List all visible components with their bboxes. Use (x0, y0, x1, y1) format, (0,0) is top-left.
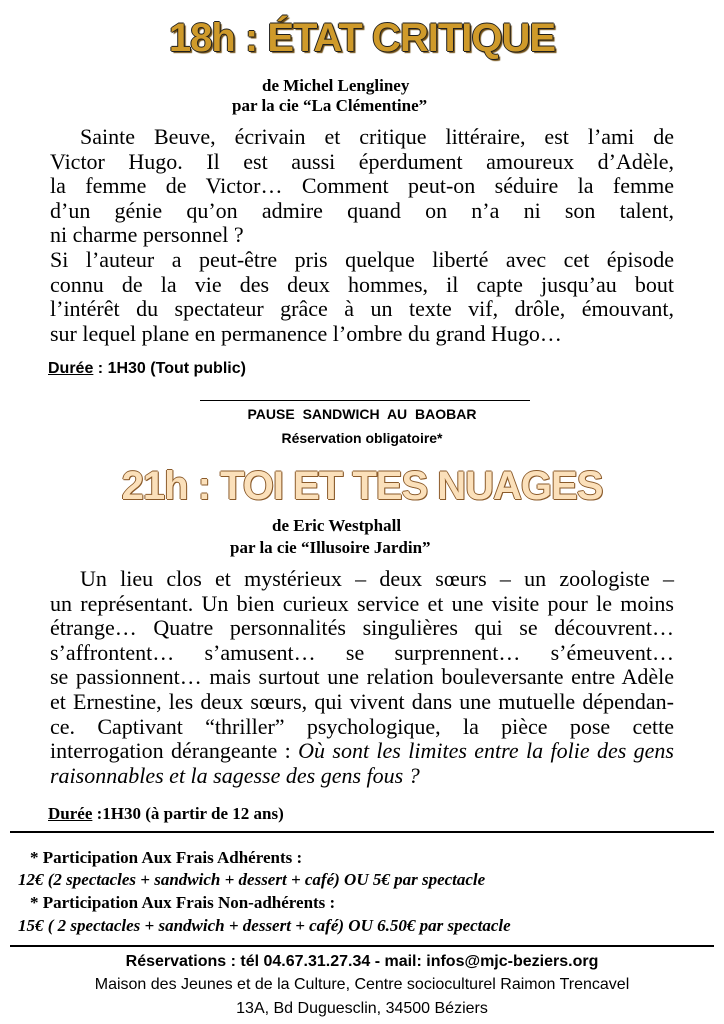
duration-value: :1H30 (à partir de 12 ans) (92, 804, 284, 823)
show1-title: 18h : ÉTAT CRITIQUE (168, 16, 556, 60)
synopsis-line: ni charme personnel ? (50, 222, 244, 248)
synopsis-line: l’intérêt du spectateur grâce à un texte vif, drôle, émouvant, (50, 296, 674, 322)
show2-title: 21h : TOI ET TES NUAGES (121, 464, 603, 508)
synopsis-line: Si l’auteur a peut-être pris quelque liberté avec cet épisode (50, 246, 674, 272)
synopsis-line: Victor Hugo. Il est aussi éperdument amoureux d’Adèle, (50, 148, 674, 174)
duration-value: : 1H30 (Tout public) (93, 360, 246, 377)
synopsis-line-mixed (50, 739, 674, 764)
show2-duration (48, 804, 284, 824)
show1-synopsis (50, 125, 674, 346)
synopsis-line: et Ernestine, les deux sœurs, qui vivent dans une mutuelle dépendan- (50, 688, 674, 714)
synopsis-line: Un lieu clos et mystérieux – deux sœurs – un zoologiste – (80, 566, 674, 591)
synopsis-text: interrogation dérangeante : (50, 738, 299, 764)
duration-label: Durée (48, 804, 93, 823)
organization-line: Maison des Jeunes et de la Culture, Centre socioculturel Raimon Trencavel (94, 976, 630, 993)
synopsis-line: se passionnent… mais surtout une relation bouleversante entre Adèle (50, 664, 674, 690)
show1-company: par la cie “La Clémentine” (232, 96, 428, 115)
pause-divider (200, 400, 530, 401)
members-price: 12€ (2 spectacles + sandwich + dessert + café) OU 5€ par spectacle (18, 870, 486, 889)
synopsis-line: sur lequel plane en permanence l’ombre du grand Hugo… (50, 320, 562, 346)
nonmembers-price: 15€ ( 2 spectacles + sandwich + dessert + café) OU 6.50€ par spectacle (18, 916, 511, 935)
synopsis-line: étrange… Quatre personnalités singulières qui se découvrent… (50, 615, 674, 641)
synopsis-line: d’un génie qu’on admire quand on n’a ni son talent, (50, 197, 674, 223)
synopsis-line: s’affrontent… s’amusent… se surprennent… s’émeuvent… (50, 639, 674, 665)
show2-author: de Eric Westphall (272, 516, 402, 535)
pause-subtitle: Réservation obligatoire* (281, 430, 443, 446)
synopsis-line: un représentant. Un bien curieux service et une visite pour le moins (50, 590, 674, 616)
synopsis-line: ce. Captivant “thriller” psychologique, la pièce pose cette (50, 713, 674, 739)
show1-duration (48, 360, 246, 378)
synopsis-line: la femme de Victor… Comment peut-on séduire la femme (50, 173, 674, 199)
members-label: * Participation Aux Frais Adhérents : (30, 848, 303, 867)
nonmembers-label: * Participation Aux Frais Non-adhérents : (30, 893, 336, 912)
show2-synopsis (50, 567, 674, 788)
pause-title: PAUSE SANDWICH AU BAOBAR (247, 406, 477, 422)
reservations-line: Réservations : tél 04.67.31.27.34 - mail: infos@mjc-beziers.org (125, 953, 599, 970)
synopsis-line: connu de la vie des deux hommes, il capte jusqu’au bout (50, 271, 674, 297)
synopsis-line: Sainte Beuve, écrivain et critique littéraire, est l’ami de (80, 124, 674, 149)
show2-company: par la cie “Illusoire Jardin” (230, 538, 431, 557)
synopsis-question: Où sont les limites entre la folie des gens (298, 738, 674, 764)
show1-author: de Michel Lengliney (262, 76, 410, 95)
synopsis-line: raisonnables et la sagesse des gens fous ? (50, 762, 420, 788)
duration-label: Durée (48, 360, 94, 377)
address-line: 13A, Bd Duguesclin, 34500 Béziers (236, 1000, 488, 1017)
